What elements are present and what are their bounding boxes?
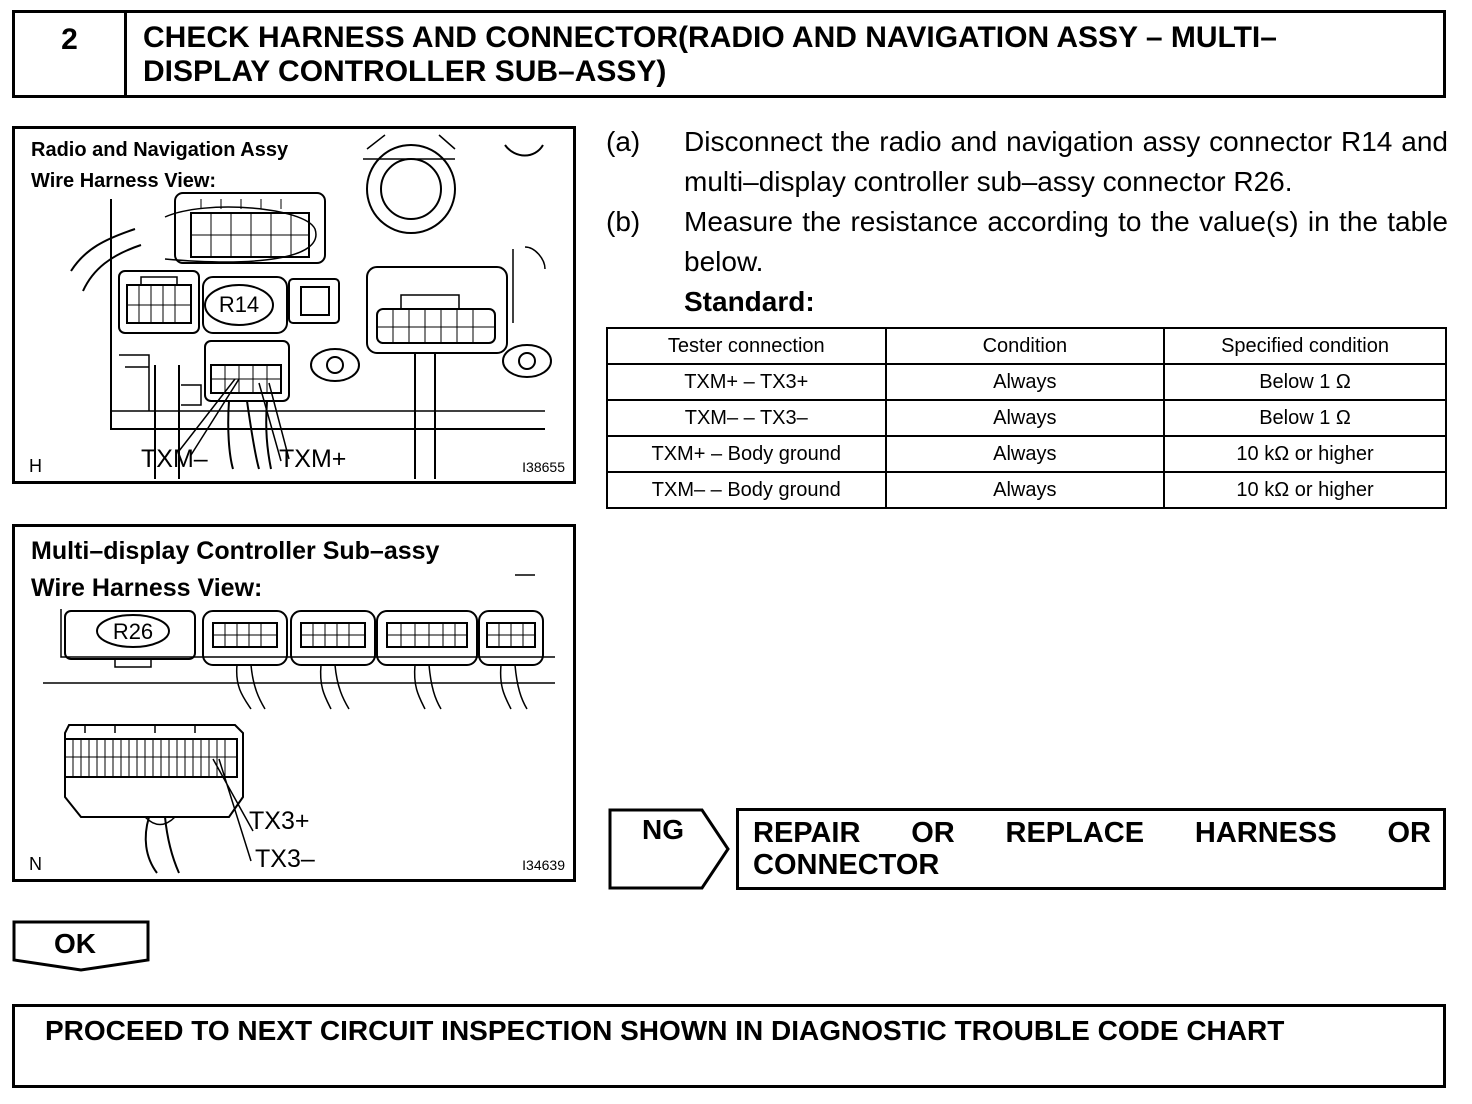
figure2-code: I34639 [522,857,565,873]
table-cell: TXM– – TX3– [607,400,886,436]
step-header [12,10,1446,98]
callout-tx3-plus: TX3+ [249,807,310,835]
figure1-corner-letter: H [29,456,42,476]
table-cell: Below 1 Ω [1164,400,1446,436]
table-header: Specified condition [1164,328,1446,364]
figure2-title: Multi–display Controller Sub–assy Wire Harness View: [31,537,440,602]
figure1-title: Radio and Navigation Assy Wire Harness View: [31,139,289,192]
ok-label: OK [54,928,96,959]
table-row [607,364,1446,400]
table-cell: TXM+ – TX3+ [607,364,886,400]
table-header: Condition [886,328,1165,364]
standard-heading: Standard: [684,286,815,317]
table-row [607,472,1446,508]
ng-result-text: REPAIR OR REPLACE HARNESS OR CONNECTOR [753,817,1431,881]
step-number: 2 [15,13,127,95]
ng-label: NG [642,814,684,845]
connector-r26-label: R26 [112,619,154,644]
figure1-code: I38655 [522,459,565,475]
ng-result-box [736,808,1446,890]
connector-r14-label: R14 [218,292,260,317]
instruction-b-text: Measure the resistance according to the value(s) in the table below. [684,206,1448,277]
callout-txm-plus: TXM+ [279,445,347,473]
instruction-a [606,122,1448,202]
callout-tx3-minus: TX3– [255,845,315,873]
table-header: Tester connection [607,328,886,364]
instruction-b-mark: (b) [606,206,641,237]
table-cell: 10 kΩ or higher [1164,472,1446,508]
table-header-row [607,328,1446,364]
instructions [606,122,1448,322]
table-cell: 10 kΩ or higher [1164,436,1446,472]
table-cell: Always [886,364,1165,400]
instruction-b [606,202,1448,282]
step-title: CHECK HARNESS AND CONNECTOR(RADIO AND NAVIGATION ASSY – MULTI–DISPLAY CONTROLLER SUB–ASSY) [143,21,1277,88]
table-cell: Below 1 Ω [1164,364,1446,400]
figure-radio-navigation-connector [12,126,576,484]
instruction-a-text: Disconnect the radio and navigation assy connector R14 and multi–display controller sub–assy connector R26. [684,126,1448,197]
table-cell: Always [886,472,1165,508]
instruction-a-mark: (a) [606,126,641,157]
table-row [607,400,1446,436]
ok-result-box [12,1004,1446,1088]
table-row [607,436,1446,472]
ok-result-text: PROCEED TO NEXT CIRCUIT INSPECTION SHOWN IN DIAGNOSTIC TROUBLE CODE CHART [45,1015,1285,1046]
callout-txm-minus: TXM– [141,445,208,473]
table-cell: TXM– – Body ground [607,472,886,508]
figure2-corner-letter: N [29,854,42,874]
table-cell: TXM+ – Body ground [607,436,886,472]
resistance-table [606,327,1447,509]
figure-multi-display-connector [12,524,576,882]
table-cell: Always [886,400,1165,436]
table-cell: Always [886,436,1165,472]
